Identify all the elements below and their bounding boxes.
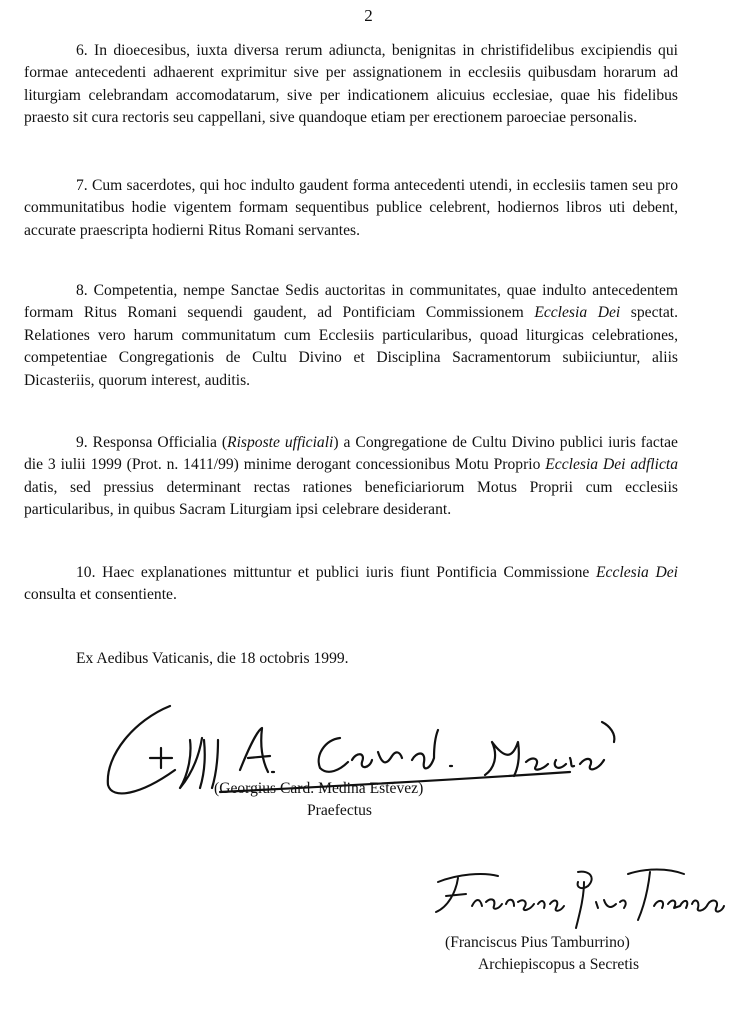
- motu-proprio-title: Ecclesia Dei adflicta: [545, 456, 678, 474]
- paragraph-6: [24, 40, 678, 130]
- signatory-title-tamburrino: Archiepiscopus a Secretis: [478, 956, 640, 973]
- paragraph-number: 10.: [76, 564, 96, 581]
- paragraph-9: [24, 432, 678, 522]
- paragraph-number: 7.: [76, 177, 88, 194]
- paragraph-10: [24, 562, 678, 607]
- signature-tamburrino: [428, 862, 728, 932]
- paragraph-8: [24, 280, 678, 392]
- page-number: 2: [364, 6, 373, 25]
- commission-name: Ecclesia Dei: [534, 304, 621, 322]
- signatory-name-tamburrino: (Franciscus Pius Tamburrino): [445, 934, 630, 951]
- paragraph-text: consulta et consentiente.: [24, 586, 177, 604]
- signatory-name-medina: (Georgius Card. Medina Estévez): [214, 780, 424, 797]
- paragraph-number: 6.: [76, 42, 88, 59]
- paragraph-text: In dioecesibus, iuxta diversa rerum adiuncta, benignitas in christifidelibus excipiendis qui formae antecedenti adhaerent exprimitur sive per assignationem in ecclesiis quibusdam horarum ad liturgiam celebrandam accomodatarum, sive per indicationem alicuius ecclesiae, quae his fidelibus praesto sit cura rectoris seu cappellani, sive quandoque etiam per erectionem paroeciae personalis.: [24, 42, 678, 127]
- paragraph-number: 8.: [76, 282, 88, 299]
- paragraph-text: Responsa Officialia (: [92, 434, 228, 451]
- paragraph-text: Competentia, nempe Sanctae Sedis auctoritas in communitates, quae indulto antecedentem formam Ritus Romani sequendi gaudent, ad Pontificiam Commissionem: [24, 282, 679, 322]
- paragraph-text: ) a Congregatione de Cultu Divino publici iuris factae die 3 iulii 1999 (Prot. n. 1411/99) minime derogant concessionibus Motu Proprio: [24, 434, 678, 474]
- signatory-title-medina: Praefectus: [307, 802, 372, 819]
- paragraph-7: [24, 175, 678, 242]
- paragraph-number: 9.: [76, 434, 88, 451]
- paragraph-text: spectat. Relationes vero harum communitatum cum Ecclesiis particularibus, quoad liturgicas celebrationes, competentiae Congregationis de Cultu Divino et Disciplina Sacramentorum subiiciuntur, aliis Dicasteriis, quorum interest, auditis.: [24, 304, 678, 389]
- italic-phrase: Risposte ufficiali: [227, 434, 334, 451]
- paragraph-text: Cum sacerdotes, qui hoc indulto gaudent forma antecedenti utendi, in ecclesiis tamen seu pro communitatibus hodie vigentem formam sequentibus publice celebrent, hodiernos libros uti debent, accurate praescripta hodierni Ritus Romani servantes.: [24, 177, 678, 239]
- paragraph-text: Haec explanationes mittuntur et publici iuris fiunt Pontificia Commissione: [102, 564, 590, 581]
- paragraph-text: datis, sed pressius determinant rectas rationes beneficiariorum Motus Proprii cum ecclesiis particularibus, in quibus Sacram Liturgiam ipsi celebrare desiderant.: [24, 478, 678, 519]
- dateline: Ex Aedibus Vaticanis, die 18 octobris 1999.: [76, 650, 349, 667]
- commission-name: Ecclesia Dei: [596, 564, 678, 581]
